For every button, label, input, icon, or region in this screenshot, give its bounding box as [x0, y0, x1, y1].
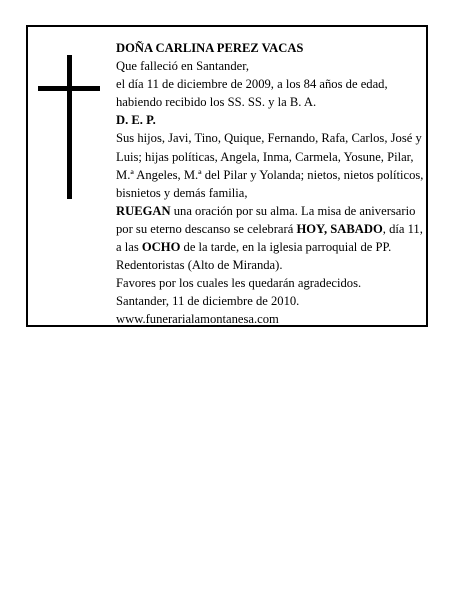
cross-vertical-bar — [67, 55, 72, 199]
thanks-line: Favores por los cuales les quedarán agradecidos. — [116, 276, 362, 291]
death-date-line: el día 11 de diciembre de 2009, a los 84 años de edad, habiendo recibido los SS. SS. y la B. A. — [116, 77, 388, 110]
ruegan-word: RUEGAN — [116, 203, 171, 218]
deceased-name: DOÑA CARLINA PEREZ VACAS — [116, 41, 304, 55]
hoy-comma: , — [323, 221, 328, 236]
funeral-home-website: www.funerarialamontanesa.com — [116, 312, 279, 327]
death-place-line: Que falleció en Santander, — [116, 59, 250, 74]
family-paragraph: Sus hijos, Javi, Tino, Quique, Fernando, Rafa, Carlos, José y Luis; hijas políticas, Angela, Inma, Carmela, Yosune, Pilar, M.ª Angeles, M.ª del Pilar y Yolanda; nietos, nietos políticos, bisnietos y demás familia, — [116, 131, 424, 200]
mass-paragraph — [116, 202, 426, 274]
day-text: , día 11, a las — [116, 221, 423, 255]
latin-cross-icon — [38, 55, 100, 199]
obituary-notice — [26, 25, 428, 327]
hoy-word: HOY — [296, 221, 324, 236]
sabado-word: SABADO — [330, 221, 383, 236]
ruegan-text: una oración por su alma. La misa de aniversario por su eterno descanso se celebrará — [116, 203, 416, 236]
church-text: de la tarde, en la iglesia parroquial de PP. Redentoristas (Alto de Miranda). — [116, 240, 392, 273]
notice-text — [116, 39, 426, 329]
dep-line: D. E. P. — [116, 113, 156, 128]
ocho-word: OCHO — [141, 240, 181, 255]
cross-horizontal-bar — [38, 86, 100, 91]
place-date-line: Santander, 11 de diciembre de 2010. — [116, 294, 300, 309]
